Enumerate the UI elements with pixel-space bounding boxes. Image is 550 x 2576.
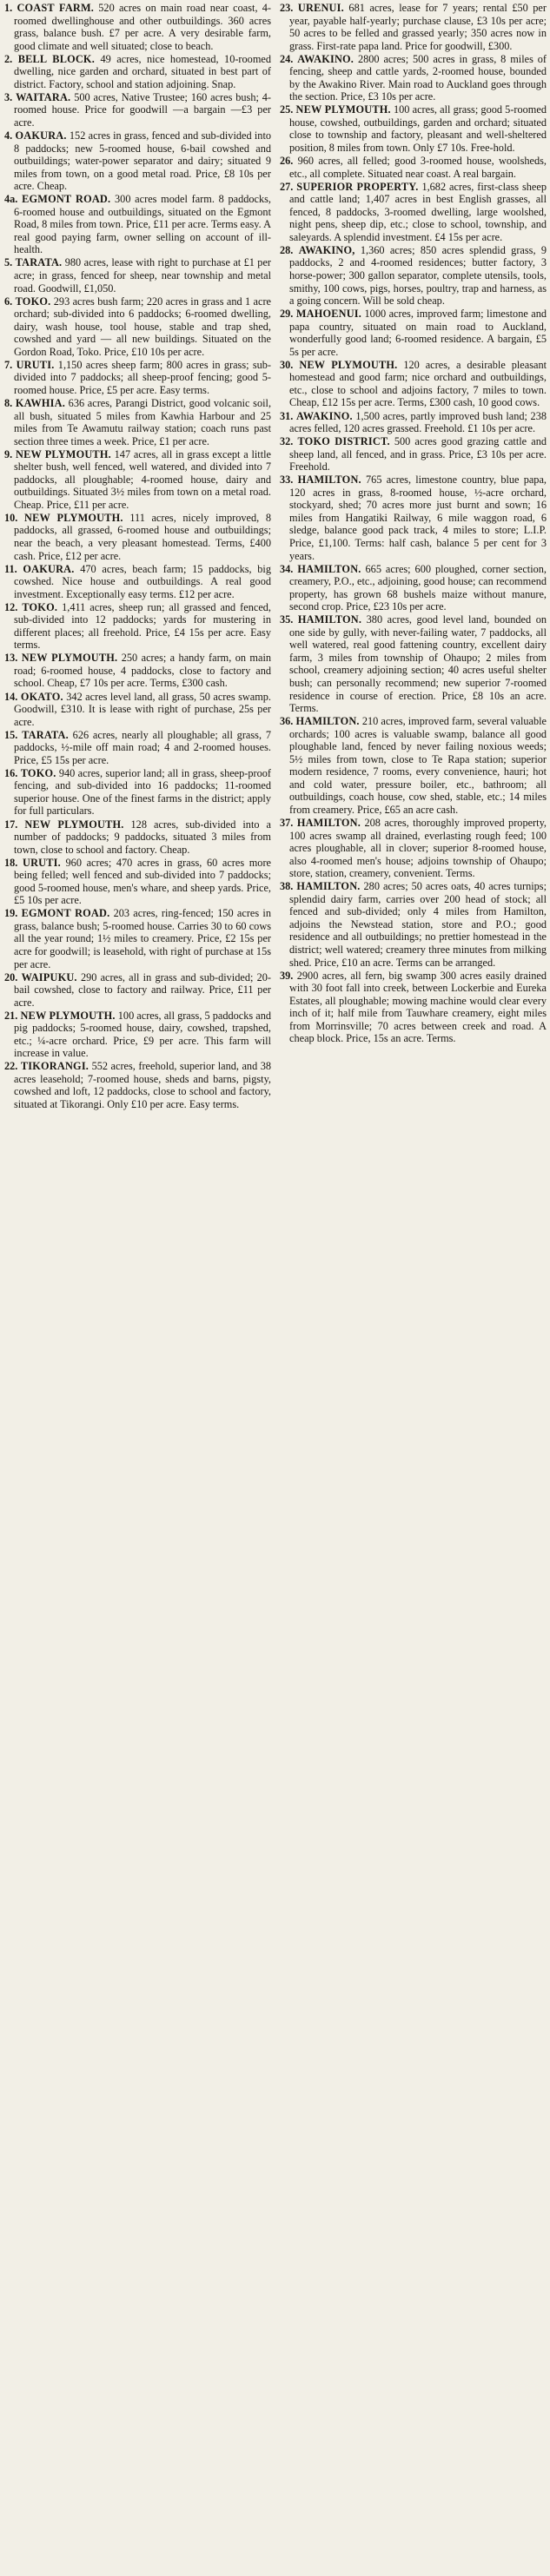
listing-item bbox=[280, 53, 547, 103]
listing-number: 29. bbox=[280, 308, 294, 321]
listing-text: 500 acres, Native Trustee; 160 acres bush; 4-roomed house. Price for goodwill —a bargain —£3 per acre. bbox=[14, 90, 271, 129]
listing-number: 9. bbox=[4, 447, 13, 460]
listing-item bbox=[4, 857, 271, 907]
listing-place: HAMILTON. bbox=[297, 473, 361, 487]
listing-number: 4a. bbox=[4, 193, 18, 206]
listing-place: WAIPUKU. bbox=[21, 970, 77, 983]
listing-item bbox=[4, 53, 271, 91]
listing-place: EGMONT ROAD. bbox=[22, 193, 111, 206]
listing-number: 22. bbox=[4, 1060, 18, 1073]
listing-place: URUTI. bbox=[16, 358, 55, 371]
listing-item bbox=[4, 1010, 271, 1060]
listing-place: TIKORANGI. bbox=[20, 1060, 89, 1073]
listing-text: 960 acres; 470 acres in grass, 60 acres more being felled; well fenced and sub-divided into 7 paddocks; good 5-roomed house, men's whare, and sheep yards. Price, £5 10s per acre. bbox=[14, 856, 271, 907]
listing-place: AWAKINO, bbox=[298, 243, 355, 256]
listing-number: 34. bbox=[280, 562, 294, 575]
listing-place: OAKURA. bbox=[15, 129, 67, 142]
listing-number: 27. bbox=[280, 180, 294, 193]
listing-text: 1,150 acres sheep farm; 800 acres in grass; sub-divided into 7 paddocks; all sheep-proof fencing; good 5-roomed house. Price, £5 per acre. Easy terms. bbox=[14, 358, 271, 396]
listing-text: 1,500 acres, partly improved bush land; 238 acres felled, 120 acres grassed. Freehold. £1 10s per acre. bbox=[289, 409, 547, 435]
listing-number: 12. bbox=[4, 600, 18, 613]
listing-text: 120 acres, a desirable pleasant homestead and good farm; nice orchard and outbuildings, etc., close to school and adjoins factory, 7 miles to town. Cheap, £12 15s per acre. Terms, £300 cash, 10 good cows. bbox=[289, 358, 547, 409]
listing-number: 32. bbox=[280, 435, 294, 448]
listing-text: 636 acres, Parangi District, good volcanic soil, all bush, situated 5 miles from Kawhia Harbour and 25 miles from Te Awamutu railway station; coach runs past section three times a week. Price, £1 per acre. bbox=[14, 396, 271, 447]
listing-text: 980 acres, lease with right to purchase at £1 per acre; in grass, fenced for sheep, near township and metal road. Goodwill, £1,050. bbox=[14, 256, 271, 295]
listing-number: 37. bbox=[280, 817, 294, 829]
listing-place: BELL BLOCK. bbox=[17, 52, 95, 65]
listing-text: 111 acres, nicely improved, 8 paddocks, all grassed, 6-roomed house and outbuildings; near the beach, a very pleasant homestead. Terms, £400 cash. Price, £12 per acre. bbox=[14, 511, 271, 562]
listing-number: 6. bbox=[4, 295, 13, 308]
listing-place: HAMILTON. bbox=[296, 817, 361, 829]
listing-item bbox=[4, 1060, 271, 1110]
listing-text: 49 acres, nice homestead, 10-roomed dwelling, nice garden and orchard, situated in best part of district. Factory, school and station adjoining. Snap. bbox=[14, 52, 271, 90]
listing-text: 293 acres bush farm; 220 acres in grass and 1 acre orchard; sub-divided into 6 paddocks; 6-roomed dwelling, dairy, wash house, tool house, stable and trap shed, cowshed and yard — all new buildings. Situated on the Gordon Road, Toko. Price, £10 10s per acre. bbox=[14, 295, 271, 358]
listing-text: 342 acres level land, all grass, 50 acres swamp. Goodwill, £310. It is lease with right of purchase, 25s per acre. bbox=[14, 690, 271, 728]
listing-text: 1,682 acres, first-class sheep and cattle land; 1,407 acres in best English grasses, all fenced, 8 paddocks, 3-roomed dwelling, large woolshed, night pens, sheep dip, etc.; close to school, township, and saleyards. A splendid investment. £4 15s per acre. bbox=[289, 180, 547, 243]
listing-number: 5. bbox=[4, 256, 13, 269]
listing-item bbox=[4, 729, 271, 767]
listing-text: 152 acres in grass, fenced and sub-divided into 8 paddocks; new 5-roomed house, 6-bail cowshed and outbuildings; water-power separator and dairy; situated 9 miles from town, on a good metal road. Price, £8 10s per acre. Cheap. bbox=[14, 129, 271, 193]
listing-item bbox=[4, 129, 271, 193]
listing-text: 100 acres, all grass, 5 paddocks and pig paddocks; 5-roomed house, dairy, cowshed, trapshed, etc.; ¼-acre orchard. Price, £9 per acre. This farm will increase in value. bbox=[14, 1009, 271, 1060]
listing-item bbox=[4, 193, 271, 256]
listing-number: 39. bbox=[280, 969, 294, 982]
listing-place: COAST FARM. bbox=[17, 2, 95, 14]
listing-text: 681 acres, lease for 7 years; rental £50 per year, payable half-yearly; purchase clause, £3 10s per acre; 50 acres to be felled and grassed yearly; 350 acres now in grass. First-rate papa land. Price for goodwill, £300. bbox=[289, 2, 547, 52]
listing-text: 203 acres, ring-fenced; 150 acres in grass, balance bush; 5-roomed house. Carries 30 to 60 cows all the year round; 1½ miles to creamery. Price, £2 15s per acre for goodwill; is leasehold, with right of purchase at 15s per acre. bbox=[14, 907, 271, 970]
listing-place: TARATA. bbox=[15, 256, 63, 269]
listing-item bbox=[280, 244, 547, 308]
listing-place: TOKO. bbox=[20, 766, 56, 779]
listing-number: 13. bbox=[4, 652, 18, 665]
listing-place: OAKURA. bbox=[23, 562, 75, 575]
listing-number: 10. bbox=[4, 511, 18, 524]
listing-item bbox=[280, 970, 547, 1045]
listing-text: 940 acres, superior land; all in grass, sheep-proof fencing, and sub-divided into 16 paddocks; 11-roomed superior house. One of the finest farms in the district; apply for full particulars. bbox=[14, 766, 271, 818]
listing-text: 960 acres, all felled; good 3-roomed house, woolsheds, etc., all complete. Situated near coast. A real bargain. bbox=[289, 155, 547, 180]
listing-item bbox=[280, 155, 547, 180]
listing-item bbox=[280, 359, 547, 409]
listing-number: 33. bbox=[280, 473, 294, 487]
listing-item bbox=[4, 512, 271, 562]
listing-item bbox=[280, 715, 547, 816]
listing-place: HAMILTON. bbox=[296, 880, 361, 893]
listing-place: NEW PLYMOUTH. bbox=[24, 818, 124, 831]
listing-item bbox=[280, 435, 547, 473]
listing-place: AWAKINO. bbox=[297, 52, 355, 65]
listing-text: 2800 acres; 500 acres in grass, 8 miles of fencing, sheep and cattle yards, 2-roomed house, bounded by the Awakino River. Main road to Auckland goes through the section. Price, £3 10s per acre. bbox=[289, 52, 547, 103]
listing-place: NEW PLYMOUTH. bbox=[23, 511, 123, 524]
listing-place: TOKO. bbox=[15, 295, 51, 308]
listing-place: OKATO. bbox=[20, 690, 63, 703]
listing-place: AWAKINO. bbox=[295, 409, 353, 422]
listing-number: 7. bbox=[4, 358, 13, 371]
listing-item bbox=[4, 818, 271, 857]
listing-item bbox=[4, 601, 271, 652]
listing-number: 8. bbox=[4, 396, 13, 409]
listing-text: 210 acres, improved farm, several valuable orchards; 100 acres is valuable swamp, balance all good ploughable land, fenced by never failing noxious weeds; 5½ miles from town, close to Te Rapa station; superior modern residence, 7 rooms, every convenience, hauri; hot and cold water, pressure boiler, etc., bathroom; all outbuildings, coach house, cow shed, stable, etc.; 14 miles from creamery. Price, £65 an acre cash. bbox=[289, 715, 547, 816]
listing-text: 552 acres, freehold, superior land, and 38 acres leasehold; 7-roomed house, sheds and barns, pigsty, cowshed and loft, 12 paddocks, close to school and factory, situated at Tikorangi. Only £10 per acre. Easy terms. bbox=[14, 1060, 271, 1111]
listings-column-right bbox=[280, 2, 547, 2576]
listing-text: 500 acres good grazing cattle and sheep land, all fenced, and in grass. Price, £3 10s per acre. Freehold. bbox=[289, 435, 547, 473]
listing-item bbox=[4, 563, 271, 601]
listing-text: 128 acres, sub-divided into a number of paddocks; 9 paddocks, situated 3 miles from town, close to school and factory. Cheap. bbox=[14, 818, 271, 856]
listing-text: 626 acres, nearly all ploughable; all grass, 7 paddocks, ½-mile off main road; 4 and 2-roomed houses. Price, £5 15s per acre. bbox=[14, 728, 271, 766]
listing-text: 147 acres, all in grass except a little shelter bush, well fenced, well watered, and divided into 7 paddocks, all ploughable; 4-roomed house, dairy and outbuildings. Situated 3½ miles from town on a metal road. Cheap. Price, £11 per acre. bbox=[14, 447, 271, 511]
listing-number: 2. bbox=[4, 52, 13, 65]
listing-text: 765 acres, limestone country, blue papa, 120 acres in grass, 8-roomed house, ½-acre orchard, stockyard, shed; 70 acres more just burnt and sown; 16 miles from Hangatiki Railway, 6 mile waggon road, 6 sledge, balance good pack track, 4 miles to store; L.I.P. Price, £1,100. Terms: half cash, balance 5 per cent for 3 years. bbox=[289, 473, 547, 562]
listing-number: 38. bbox=[280, 880, 294, 893]
listing-place: SUPERIOR PROPERTY. bbox=[296, 180, 419, 193]
listing-number: 14. bbox=[4, 690, 18, 703]
listing-item bbox=[280, 2, 547, 52]
listing-text: 1,360 acres; 850 acres splendid grass, 9 paddocks, 2 and 4-roomed residences; butter factory, 3 horse-power; 300 gallon separator, complete utensils, tools, smithy, 100 cows, pigs, horses, poultry, trap and harness, as a going concern. Will be sold cheap. bbox=[289, 243, 547, 308]
listing-item bbox=[4, 767, 271, 818]
listing-place: HAMILTON. bbox=[295, 715, 360, 728]
listing-item bbox=[280, 613, 547, 714]
listing-place: TOKO. bbox=[22, 600, 58, 613]
listing-item bbox=[4, 971, 271, 1010]
listing-number: 36. bbox=[280, 715, 294, 728]
listing-number: 20. bbox=[4, 970, 18, 983]
listing-number: 17. bbox=[4, 818, 18, 831]
listing-place: HAMILTON. bbox=[297, 562, 361, 575]
listing-place: URUTI. bbox=[23, 856, 61, 869]
listing-number: 28. bbox=[280, 243, 294, 256]
listing-place: TARATA. bbox=[22, 728, 69, 741]
listings-column-left bbox=[4, 2, 271, 2576]
listing-text: 1,411 acres, sheep run; all grassed and fenced, sub-divided into 12 paddocks; yards for mustering in different places; all freehold. Price, £4 15s per acre. Easy terms. bbox=[14, 600, 271, 652]
listing-number: 18. bbox=[4, 856, 18, 869]
listing-item bbox=[4, 691, 271, 729]
listing-item bbox=[280, 563, 547, 613]
listing-item bbox=[4, 295, 271, 359]
listing-number: 4. bbox=[4, 129, 13, 142]
listing-item bbox=[280, 181, 547, 244]
listing-text: 2900 acres, all fern, big swamp 300 acres easily drained with 30 foot fall into creek, between Lockerbie and Eureka Estates, all ploughable; mowing machine would clear every inch of it; half mile from Tauwhare creamery, eight miles from Morrinsville; 70 acres between creek and road. A cheap block. Price, 15s an acre. Terms. bbox=[289, 969, 547, 1045]
listing-item bbox=[280, 103, 547, 154]
listing-text: 290 acres, all in grass and sub-divided; 20-bail cowshed, close to factory and railway. Price, £11 per acre. bbox=[14, 970, 271, 1009]
listing-text: 280 acres; 50 acres oats, 40 acres turnips; splendid dairy farm, carries over 200 head of stock; all fenced and sub-divided; only 4 miles from Hamilton, adjoins the Newstead station, store and P.O.; good residence and all outbuildings; no prettier homestead in the district; well watered; creamery three minutes from milking shed. Price, £10 an acre. Terms can be arranged. bbox=[289, 880, 547, 969]
listing-text: 665 acres; 600 ploughed, corner section, creamery, P.O., etc., adjoining, good house; can recommend property, has grown 68 bushels maize without manure, second crop. Price, £23 10s per acre. bbox=[289, 562, 547, 613]
listing-number: 1. bbox=[4, 2, 13, 14]
listing-item bbox=[280, 880, 547, 969]
listing-place: URENUI. bbox=[297, 2, 344, 14]
listing-text: 470 acres, beach farm; 15 paddocks, big cowshed. Nice house and outbuildings. A real good investment. Exceptionally easy terms. £12 per acre. bbox=[14, 562, 271, 600]
listing-number: 19. bbox=[4, 907, 18, 920]
listing-place: KAWHIA. bbox=[15, 396, 65, 409]
listing-text: 208 acres, thoroughly improved property, 100 acres swamp all drained, everlasting rough feed; 100 acres ploughable, all in clover; superior 8-roomed house, also 4-roomed men's house; adjoins township of Ohaupo; store, station, creamery, convenient. Terms. bbox=[289, 817, 547, 880]
listing-item bbox=[4, 397, 271, 447]
listing-number: 25. bbox=[280, 103, 294, 116]
listing-place: NEW PLYMOUTH. bbox=[16, 447, 111, 460]
listing-place: NEW PLYMOUTH. bbox=[21, 652, 118, 665]
listing-item bbox=[4, 448, 271, 512]
listing-place: MAHOENUI. bbox=[295, 308, 362, 321]
listing-text: 1000 acres, improved farm; limestone and papa country, situated on main road to Auckland, wonderfully good land; 6-roomed residence. A bargain, £5 5s per acre. bbox=[289, 308, 547, 358]
listing-number: 24. bbox=[280, 52, 294, 65]
listing-item bbox=[280, 473, 547, 562]
listing-number: 26. bbox=[280, 155, 294, 168]
listing-number: 23. bbox=[280, 2, 294, 14]
listing-item bbox=[4, 907, 271, 970]
listing-item bbox=[4, 652, 271, 690]
listing-number: 15. bbox=[4, 728, 18, 741]
listing-place: HAMILTON. bbox=[297, 613, 362, 626]
listing-place: TOKO DISTRICT. bbox=[297, 435, 390, 448]
listing-number: 35. bbox=[280, 613, 294, 626]
listing-text: 250 acres; a handy farm, on main road; 6-roomed house, 4 paddocks, close to factory and school. Cheap, £7 10s per acre. Terms, £300 cash. bbox=[14, 652, 271, 690]
listing-place: NEW PLYMOUTH. bbox=[299, 358, 398, 371]
listing-number: 3. bbox=[4, 90, 13, 103]
listing-text: 380 acres, good level land, bounded on one side by gully, with never-failing water, 7 paddocks, all well watered, real good fattening country, excellent dairy farm, 3 miles from township of Ohaupo; 2 miles from school, creamery adjoining section; 40 acres useful shelter bush; can personally recommend; new superior 7-roomed residence in course of erection. Price, £8 10s an acre. Terms. bbox=[289, 613, 547, 715]
listing-item bbox=[280, 817, 547, 880]
listing-item bbox=[280, 410, 547, 435]
listing-item bbox=[4, 2, 271, 52]
listing-place: NEW PLYMOUTH. bbox=[20, 1009, 116, 1022]
listing-number: 31. bbox=[280, 409, 294, 422]
listing-text: 100 acres, all grass; good 5-roomed house, cowshed, outbuildings, garden and orchard; situated close to township and factory, pleasant and well-sheltered position, 8 miles from town. Only £7 10s. Free-hold. bbox=[289, 103, 547, 155]
listing-item bbox=[4, 359, 271, 397]
listing-number: 30. bbox=[280, 358, 294, 371]
listing-item bbox=[4, 91, 271, 129]
listing-text: 520 acres on main road near coast, 4-roomed dwellinghouse and other outbuildings. 360 acres grass, balance bush. £7 per acre. A very desirable farm, good climate and well situated; close to beach. bbox=[14, 2, 271, 52]
listing-place: EGMONT ROAD. bbox=[21, 907, 110, 920]
listing-place: WAITARA. bbox=[16, 90, 71, 103]
listing-number: 21. bbox=[4, 1009, 18, 1022]
listing-item bbox=[4, 256, 271, 295]
listing-place: NEW PLYMOUTH. bbox=[295, 103, 391, 116]
listing-text: 300 acres model farm. 8 paddocks, 6-roomed house and outbuildings, situated on the Egmont Road, 8 miles from town. Price, £11 per acre. Terms easy. A real good paying farm, owner selling on account of ill-health. bbox=[14, 193, 271, 256]
listing-item bbox=[280, 308, 547, 358]
listing-number: 16. bbox=[4, 766, 18, 779]
listing-number: 11. bbox=[4, 562, 17, 575]
